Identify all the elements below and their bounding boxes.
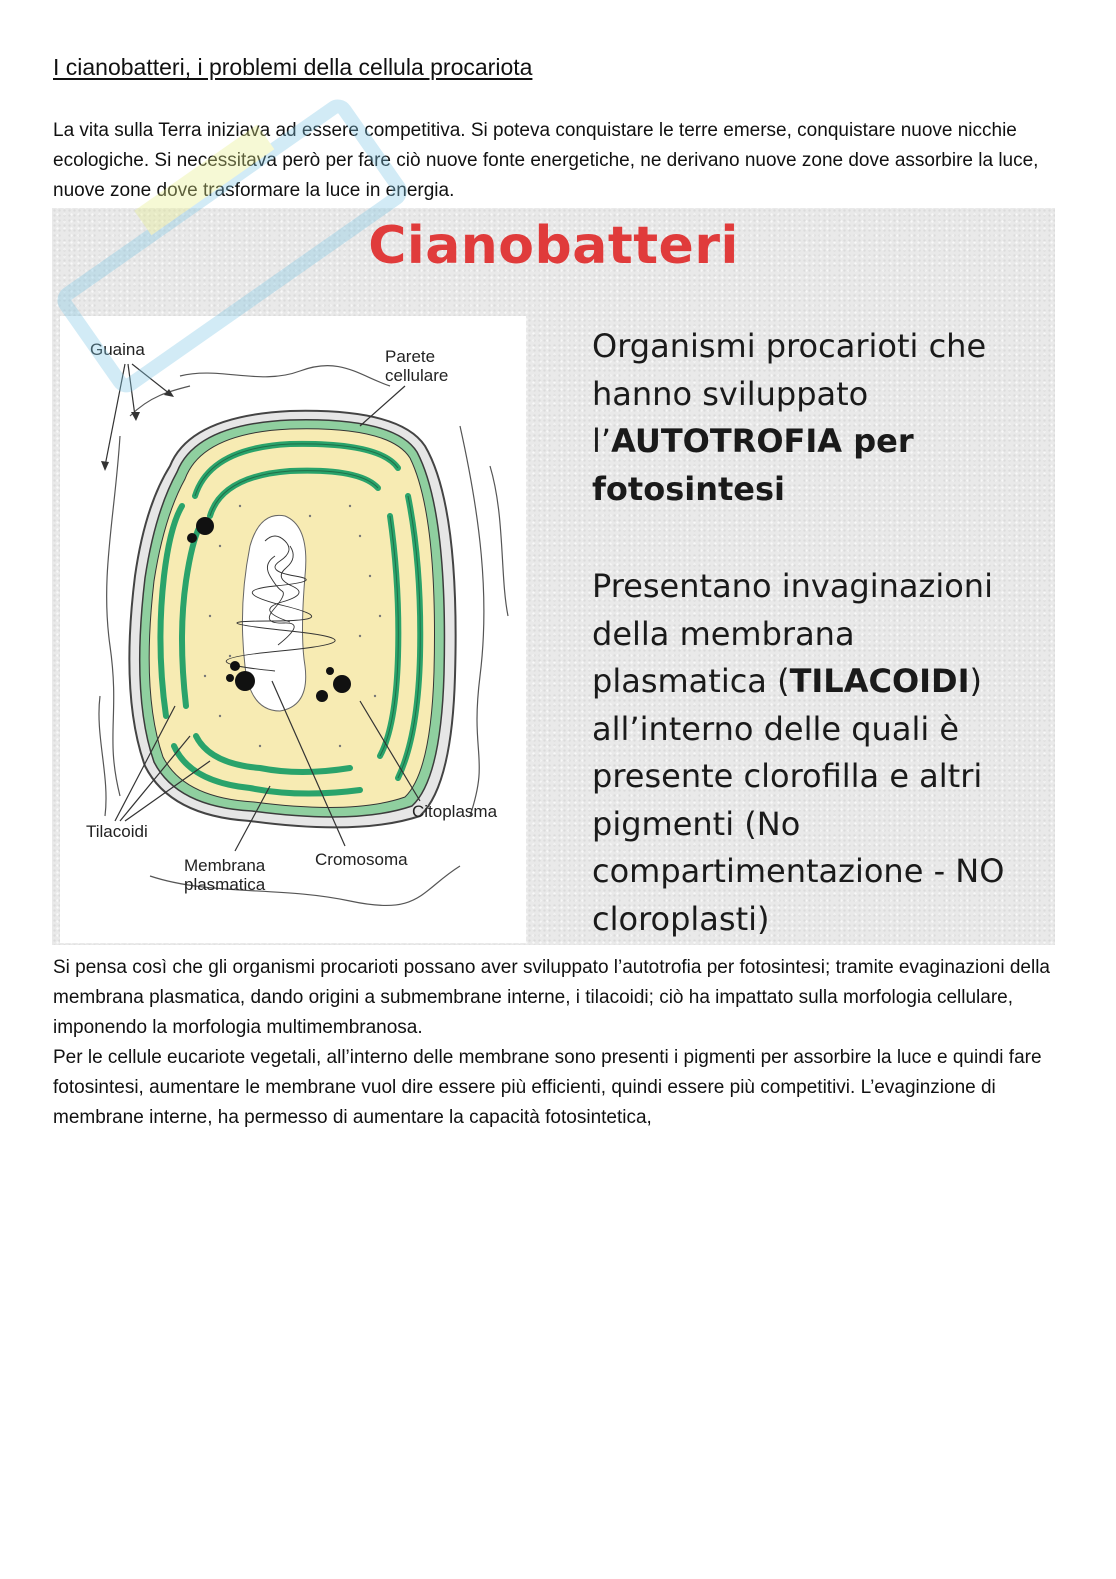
slide-text-autotrofia — [592, 323, 986, 513]
label-membrana-2: plasmatica — [184, 875, 266, 894]
slide-text1-line2: hanno sviluppato — [592, 374, 869, 413]
slide-figure — [52, 208, 1055, 945]
slide-text1-line4: fotosintesi — [592, 469, 785, 508]
slide-text2-line8: cloroplasti) — [592, 899, 770, 938]
slide-text2-line4: all’interno delle quali è — [592, 709, 960, 748]
slide-text2-line7: compartimentazione - NO — [592, 852, 1005, 890]
label-parete-2: cellulare — [385, 366, 449, 385]
slide-text-tilacoidi — [592, 563, 1004, 943]
page-title: I cianobatteri, i problemi della cellula procariota — [53, 54, 533, 80]
slide-title: Cianobatteri — [368, 216, 739, 276]
label-membrana-1: Membrana — [184, 856, 266, 875]
body-paragraph-1: Si pensa così che gli organismi procarioti possano aver sviluppato l’autotrofia per fotosintesi; tramite evaginazioni della membrana plasmatica, dando origini a submembrane interne, i tilacoidi; ciò ha impattato sulla morfologia cellulare, imponendo la morfologia multimembranosa. — [53, 957, 1050, 1038]
label-citoplasma: Citoplasma — [412, 802, 498, 821]
label-cromosoma: Cromosoma — [315, 850, 408, 869]
slide-text2-line5: presente clorofilla e altri — [592, 757, 983, 795]
body-paragraph-2: Per le cellule eucariote vegetali, all’interno delle membrane sono presenti i pigmenti per assorbire la luce e quindi fare fotosintesi, aumentare le membrane vuol dire essere più efficienti, quindi essere più competitivi. L’evaginzione di membrane interne, ha permesso di aumentare la capacità fotosintetica, — [53, 1047, 1042, 1128]
slide-text2-line3: plasmatica (TILACOIDI) — [592, 662, 982, 700]
cell-illustration — [60, 316, 526, 943]
slide-text1-line3: l’AUTOTROFIA per — [592, 422, 914, 460]
cyanobacterium-diagram — [60, 316, 526, 943]
intro-paragraph: La vita sulla Terra iniziava ad essere competitiva. Si poteva conquistare le terre emerse, conquistare nuove nicchie ecologiche. Si necessitava però per fare ciò nuove fonte energetiche, ne derivano nuove zone dove assorbire la luce, nuove zone dove trasformare la luce in energia. — [53, 120, 1039, 201]
label-guaina: Guaina — [90, 340, 145, 359]
label-parete-1: Parete — [385, 347, 436, 366]
slide-text2-line6: pigmenti (No — [592, 804, 801, 843]
slide-text2-line2: della membrana — [592, 614, 855, 653]
label-tilacoidi: Tilacoidi — [86, 822, 148, 841]
slide-text1-line1: Organismi procarioti che — [592, 327, 987, 365]
slide-text2-line1: Presentano invaginazioni — [592, 567, 993, 605]
